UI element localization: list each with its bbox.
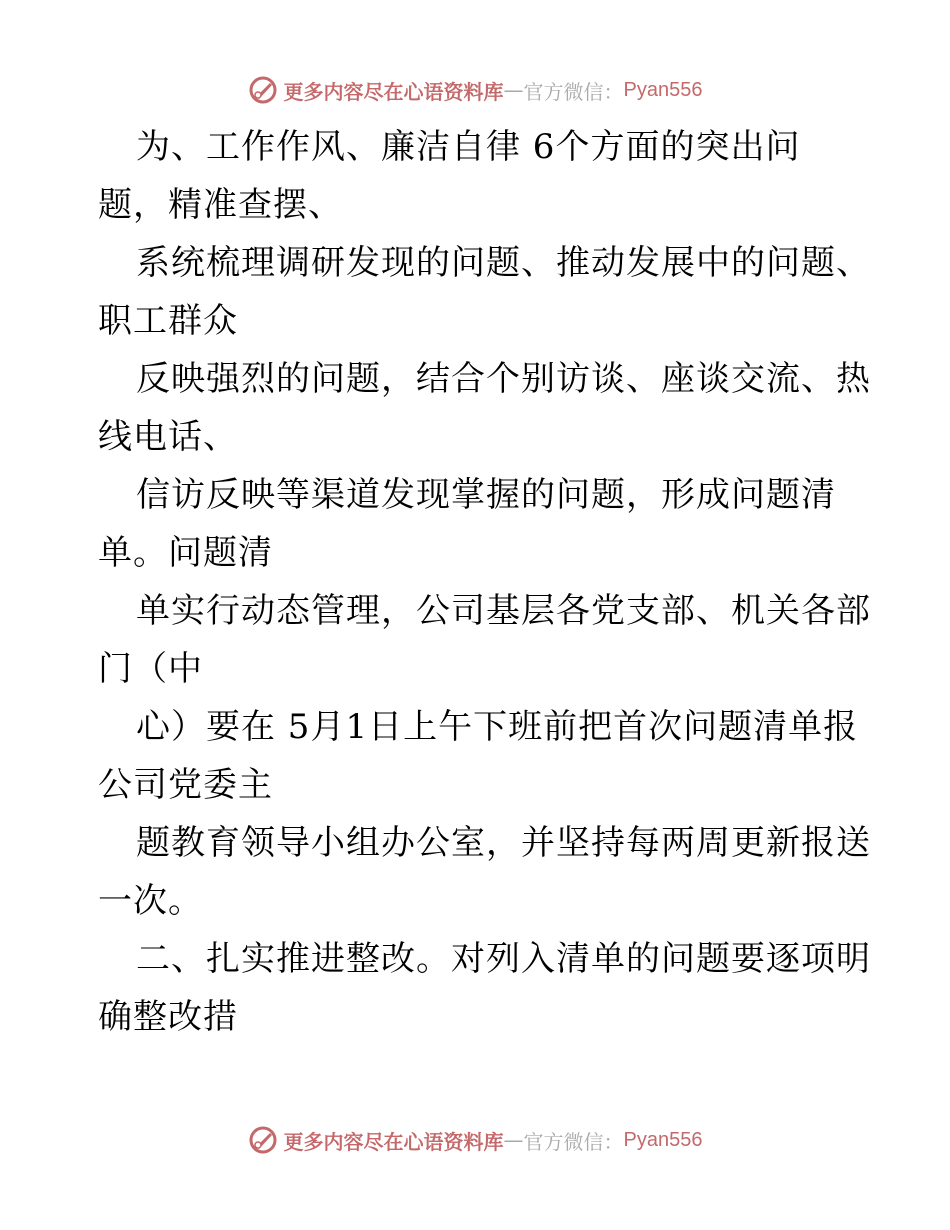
text-line: 反映强烈的问题，结合个别访谈、座谈交流、热	[136, 359, 871, 399]
text-line: 题，精准查摆、	[98, 185, 343, 225]
text-line: 门（中	[98, 649, 203, 689]
document-body	[98, 118, 888, 1046]
text-line: 题教育领导小组办公室，并坚持每两周更新报送	[136, 823, 871, 863]
text-line: 职工群众	[98, 301, 238, 341]
text-line: 二、扎实推进整改。对列入清单的问题要逐项明	[136, 939, 871, 979]
banner-wechat-label: 官方微信：	[523, 79, 624, 104]
text-line: 心）要在 5月1日上午下班前把首次问题清单报	[136, 707, 859, 747]
text-line: 确整改措	[98, 997, 238, 1037]
quill-logo-icon	[248, 1125, 278, 1155]
banner-wechat-id: Pyan556	[623, 1128, 703, 1151]
banner-wechat-id: Pyan556	[623, 78, 703, 101]
text-line: 单实行动态管理，公司基层各党支部、机关各部	[136, 591, 871, 631]
header-banner	[0, 70, 950, 110]
text-line: 系统梳理调研发现的问题、推动发展中的问题、	[136, 243, 871, 283]
banner-separator: —	[503, 1128, 524, 1152]
footer-banner	[0, 1120, 950, 1160]
text-line: 单。问题清	[98, 533, 273, 573]
banner-brand: 更多内容尽在心语资料库	[283, 1129, 504, 1154]
text-line: 公司党委主	[98, 765, 273, 805]
banner-brand: 更多内容尽在心语资料库	[283, 79, 504, 104]
text-line: 一次。	[98, 881, 203, 921]
quill-logo-icon	[248, 75, 278, 105]
banner-wechat-label: 官方微信：	[523, 1129, 624, 1154]
text-line: 为、工作作风、廉洁自律 6个方面的突出问	[136, 127, 801, 167]
banner-separator: —	[503, 78, 524, 102]
text-line: 线电话、	[98, 417, 238, 457]
text-line: 信访反映等渠道发现掌握的问题，形成问题清	[136, 475, 836, 515]
